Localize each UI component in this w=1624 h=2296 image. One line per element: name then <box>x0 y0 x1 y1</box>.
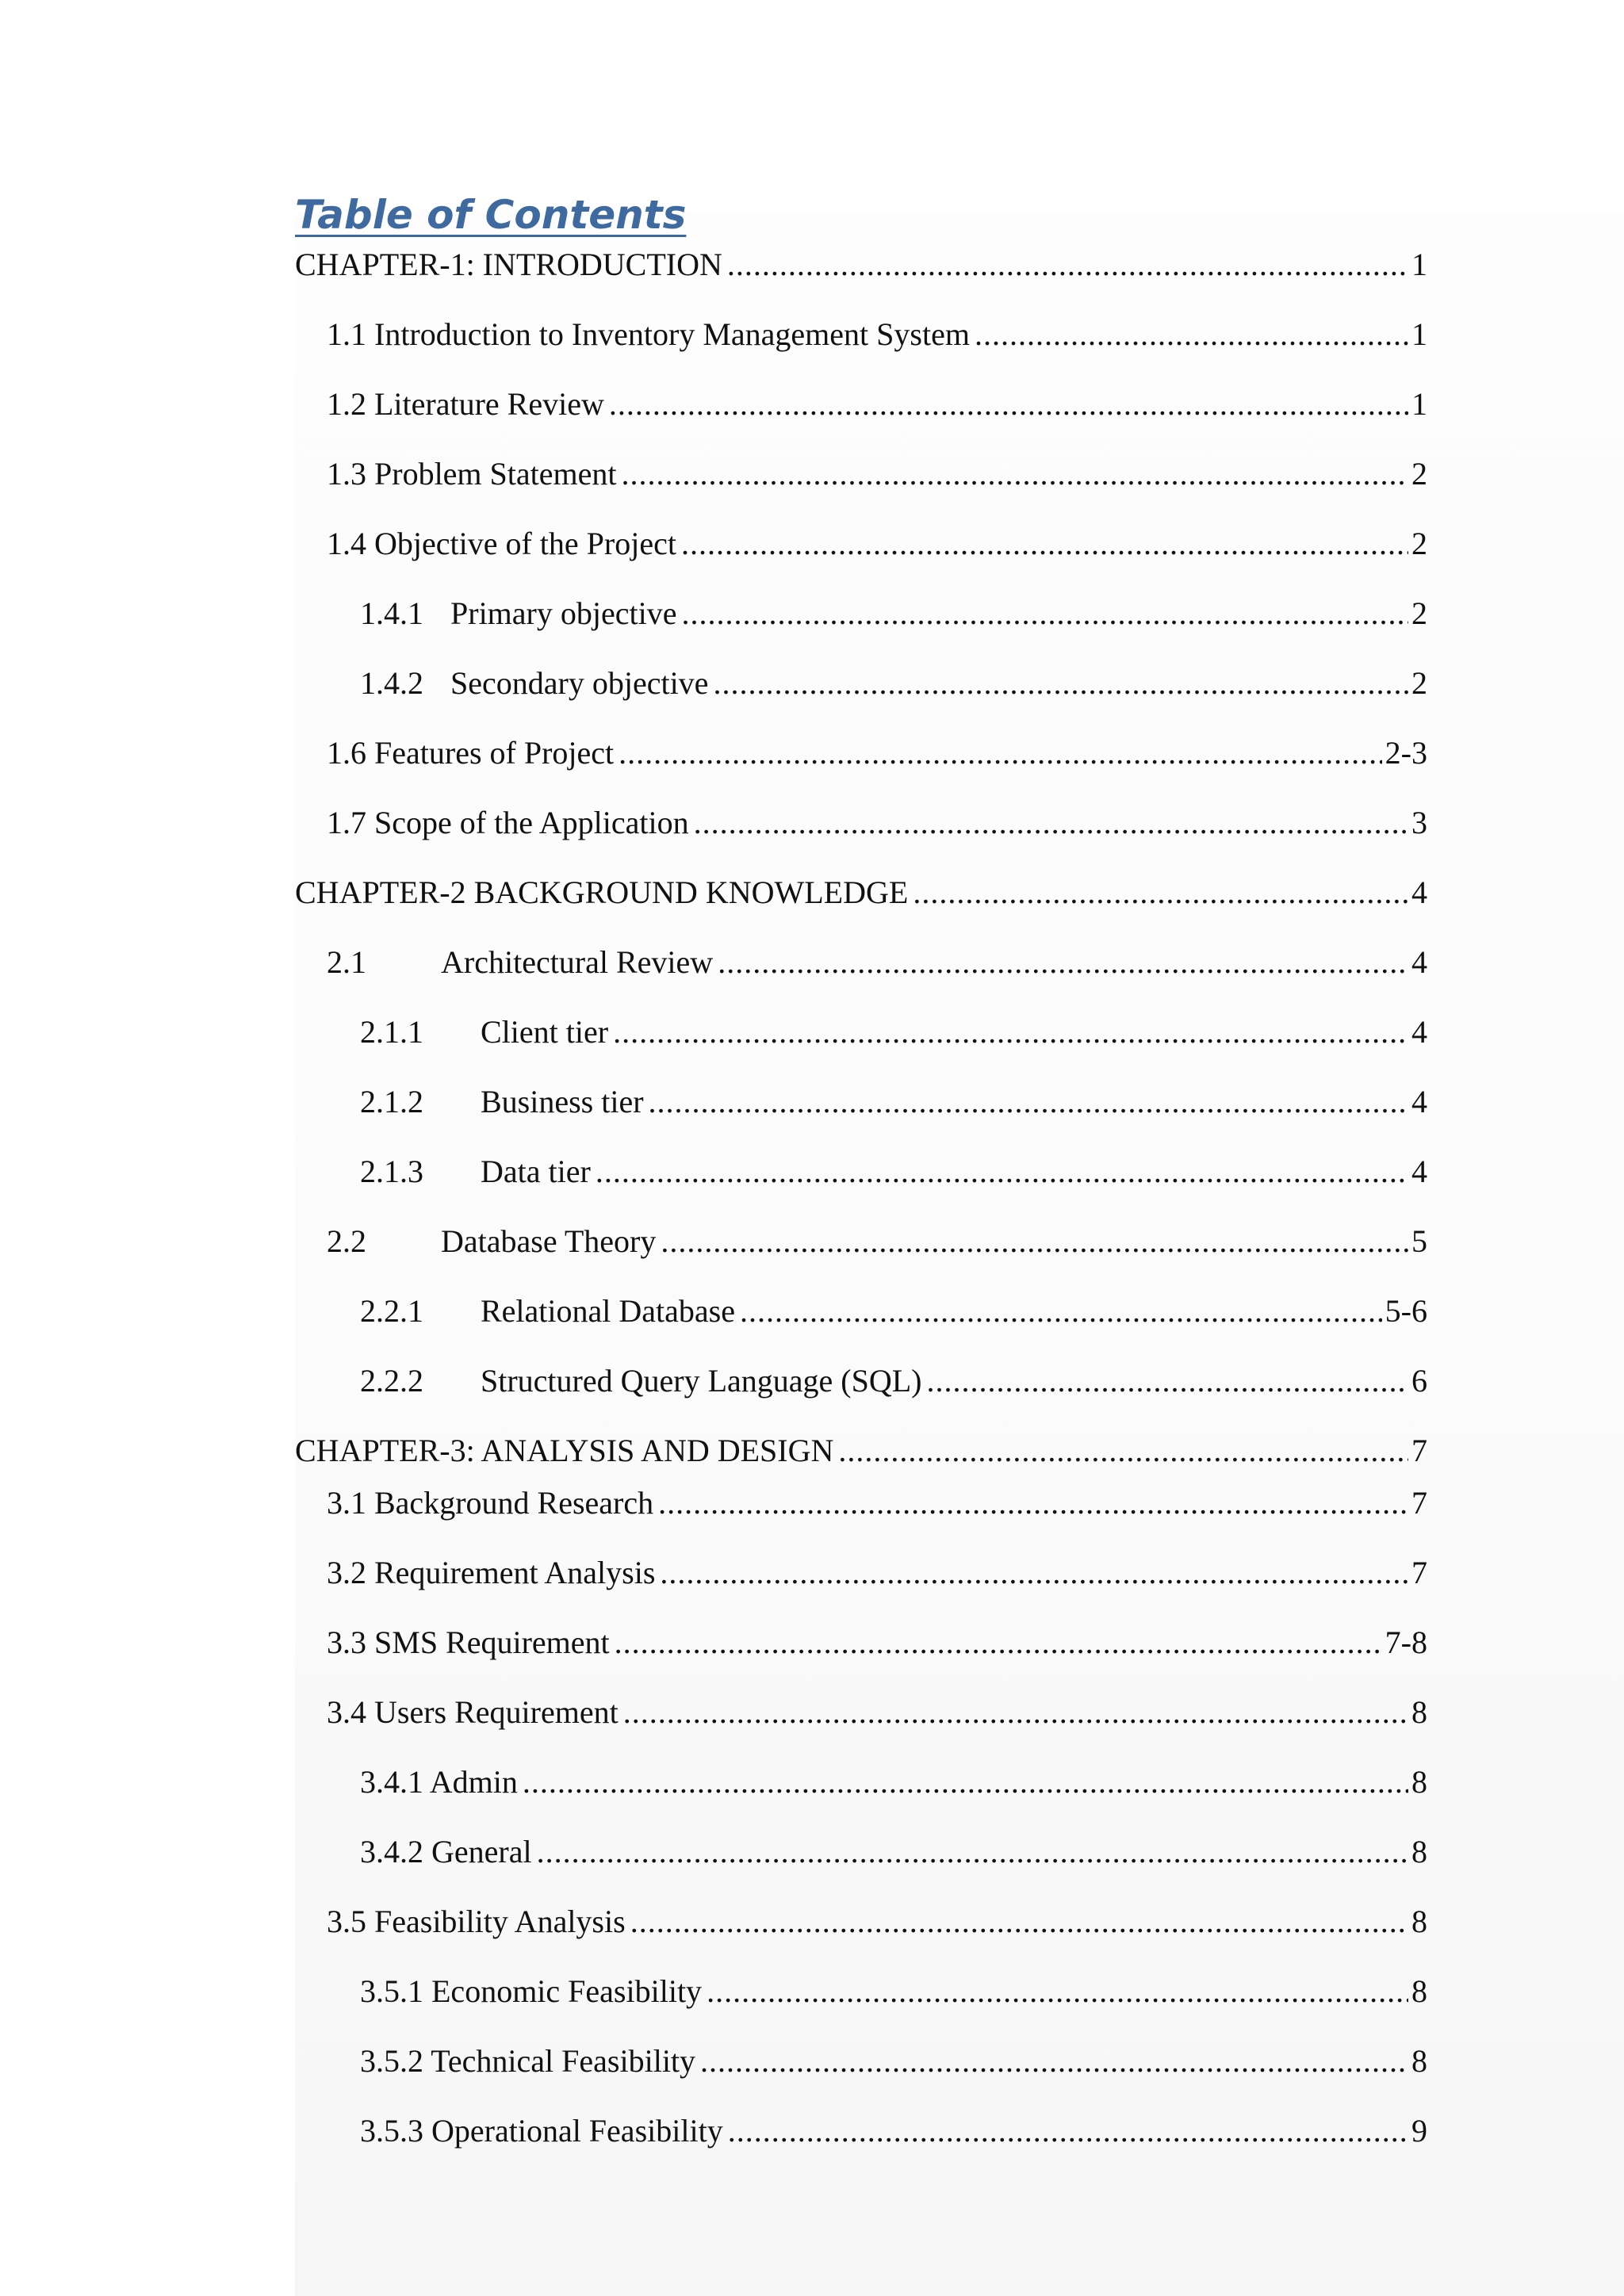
toc-entry-number: 1.4.2 <box>360 665 423 701</box>
toc-entry-label: 3.1 Background Research <box>327 1485 654 1521</box>
toc-entry-label: 3.5.2 Technical Feasibility <box>360 2043 696 2079</box>
toc-entry-label: 1.2 Literature Review <box>327 386 604 422</box>
toc-heading: Table of Contents <box>295 192 687 238</box>
toc-leader-dots <box>619 731 1382 775</box>
toc-page-number: 5-6 <box>1385 1293 1427 1329</box>
toc-leader-dots <box>713 661 1408 706</box>
toc-page-number: 8 <box>1411 1694 1427 1730</box>
toc-entry-label: CHAPTER-1: INTRODUCTION <box>295 247 722 282</box>
toc-entry-2-2-1[interactable] <box>360 1289 1427 1334</box>
toc-leader-dots <box>622 452 1408 496</box>
toc-entry-1-3[interactable] <box>327 452 1427 496</box>
toc-entry-3-5-2[interactable] <box>360 2039 1427 2084</box>
toc-entry-number: 2.2.1 <box>360 1293 423 1329</box>
toc-entry-2-2-2[interactable] <box>360 1359 1427 1403</box>
toc-page-number: 8 <box>1411 1973 1427 2009</box>
toc-page-number: 1 <box>1411 316 1427 352</box>
toc-leader-dots <box>740 1289 1382 1334</box>
toc-entry-label: Structured Query Language (SQL) <box>481 1363 922 1399</box>
toc-entry-number: 2.1.3 <box>360 1154 423 1189</box>
toc-page-number: 1 <box>1411 247 1427 282</box>
toc-entry-1-4-2[interactable] <box>360 661 1427 706</box>
toc-entry-label: 1.7 Scope of the Application <box>327 805 689 840</box>
toc-leader-dots <box>613 1010 1408 1054</box>
toc-entry-label: 3.2 Requirement Analysis <box>327 1555 656 1590</box>
toc-page-number: 4 <box>1411 1014 1427 1050</box>
toc-entry-1-1[interactable] <box>327 312 1427 357</box>
toc-page-number: 2 <box>1411 456 1427 492</box>
toc-entry-1-4[interactable] <box>327 522 1427 566</box>
toc-leader-dots <box>523 1760 1408 1804</box>
toc-entry-label: 1.4 Objective of the Project <box>327 526 676 561</box>
toc-entry-2-1-2[interactable] <box>360 1080 1427 1124</box>
toc-page-number: 7 <box>1411 1433 1427 1468</box>
toc-page-number: 5 <box>1411 1223 1427 1259</box>
toc-entry-number: 1.4.1 <box>360 595 423 631</box>
toc-page-number: 4 <box>1411 874 1427 910</box>
toc-page-number: 4 <box>1411 1154 1427 1189</box>
toc-entry-3-2[interactable] <box>327 1551 1427 1595</box>
toc-leader-dots <box>681 591 1408 636</box>
toc-entry-number: 2.2.2 <box>360 1363 423 1399</box>
toc-leader-dots <box>649 1080 1408 1124</box>
toc-page-number: 1 <box>1411 386 1427 422</box>
toc-leader-dots <box>728 2109 1408 2153</box>
toc-leader-dots <box>609 382 1408 427</box>
toc-page-number: 7-8 <box>1385 1624 1427 1660</box>
toc-entry-label: 3.4.2 General <box>360 1834 532 1869</box>
toc-page-number: 2 <box>1411 665 1427 701</box>
toc-leader-dots <box>658 1481 1408 1525</box>
toc-entry-2-1[interactable] <box>327 940 1427 985</box>
toc-entry-1-7[interactable] <box>327 801 1427 845</box>
toc-leader-dots <box>707 1969 1408 2014</box>
toc-entry-chapter-2[interactable] <box>295 871 1427 915</box>
toc-entry-3-1[interactable] <box>327 1481 1427 1525</box>
toc-entry-3-5-1[interactable] <box>360 1969 1427 2014</box>
toc-page-number: 2 <box>1411 595 1427 631</box>
toc-leader-dots <box>838 1429 1408 1473</box>
toc-entry-label: 3.5.3 Operational Feasibility <box>360 2113 723 2149</box>
toc-leader-dots <box>727 243 1408 287</box>
toc-page-number: 8 <box>1411 1834 1427 1869</box>
toc-entry-1-4-1[interactable] <box>360 591 1427 636</box>
toc-entry-1-2[interactable] <box>327 382 1427 427</box>
toc-entry-label: 3.5.1 Economic Feasibility <box>360 1973 703 2009</box>
toc-entry-number: 2.1.2 <box>360 1084 423 1119</box>
toc-page-number: 7 <box>1411 1485 1427 1521</box>
toc-entry-label: CHAPTER-3: ANALYSIS AND DESIGN <box>295 1433 834 1468</box>
toc-entry-3-5-3[interactable] <box>360 2109 1427 2153</box>
toc-entry-label: 3.4.1 Admin <box>360 1764 518 1800</box>
toc-leader-dots <box>718 940 1408 985</box>
toc-entry-2-1-3[interactable] <box>360 1150 1427 1194</box>
toc-leader-dots <box>630 1900 1408 1944</box>
toc-page-number: 3 <box>1411 805 1427 840</box>
toc-entry-label: 3.5 Feasibility Analysis <box>327 1904 626 1939</box>
toc-entry-number: 2.2 <box>327 1223 366 1259</box>
toc-entry-chapter-3[interactable] <box>295 1429 1427 1473</box>
toc-entry-1-6[interactable] <box>327 731 1427 775</box>
toc-leader-dots <box>681 522 1408 566</box>
toc-entry-2-1-1[interactable] <box>360 1010 1427 1054</box>
toc-leader-dots <box>694 801 1408 845</box>
toc-entry-label: Secondary objective <box>450 665 709 701</box>
toc-entry-label: 1.1 Introduction to Inventory Management System <box>327 316 970 352</box>
toc-entry-3-4-1[interactable] <box>360 1760 1427 1804</box>
toc-leader-dots <box>596 1150 1408 1194</box>
toc-page-number: 8 <box>1411 2043 1427 2079</box>
toc-entry-label: Primary objective <box>450 595 677 631</box>
toc-entry-label: 3.3 SMS Requirement <box>327 1624 610 1660</box>
toc-leader-dots <box>537 1830 1408 1874</box>
toc-entry-label: Database Theory <box>441 1223 657 1259</box>
toc-entry-3-5[interactable] <box>327 1900 1427 1944</box>
toc-entry-number: 2.1.1 <box>360 1014 423 1050</box>
toc-page-number: 7 <box>1411 1555 1427 1590</box>
toc-entry-label: Relational Database <box>481 1293 735 1329</box>
toc-entry-2-2[interactable] <box>327 1219 1427 1264</box>
toc-entry-label: CHAPTER-2 BACKGROUND KNOWLEDGE <box>295 874 909 910</box>
toc-entry-label: Business tier <box>481 1084 644 1119</box>
toc-page-number: 9 <box>1411 2113 1427 2149</box>
toc-page-number: 4 <box>1411 1084 1427 1119</box>
toc-entry-3-4[interactable] <box>327 1690 1427 1735</box>
toc-leader-dots <box>926 1359 1408 1403</box>
toc-leader-dots <box>975 312 1408 357</box>
toc-page-number: 6 <box>1411 1363 1427 1399</box>
toc-entry-label: 1.3 Problem Statement <box>327 456 617 492</box>
toc-entry-3-4-2[interactable] <box>360 1830 1427 1874</box>
toc-page-number: 2-3 <box>1385 735 1427 771</box>
toc-entry-label: Data tier <box>481 1154 591 1189</box>
toc-page-number: 2 <box>1411 526 1427 561</box>
toc-leader-dots <box>661 1219 1408 1264</box>
toc-entry-label: Client tier <box>481 1014 609 1050</box>
toc-entry-label: Architectural Review <box>441 944 714 980</box>
toc-page-number: 8 <box>1411 1904 1427 1939</box>
toc-entry-label: 3.4 Users Requirement <box>327 1694 619 1730</box>
toc-entry-label: 1.6 Features of Project <box>327 735 615 771</box>
toc-page-number: 4 <box>1411 944 1427 980</box>
toc-entry-3-3[interactable] <box>327 1621 1427 1665</box>
toc-leader-dots <box>623 1690 1408 1735</box>
toc-leader-dots <box>700 2039 1408 2084</box>
toc-leader-dots <box>615 1621 1382 1665</box>
toc-leader-dots <box>913 871 1408 915</box>
toc-entry-number: 2.1 <box>327 944 366 980</box>
toc-leader-dots <box>660 1551 1408 1595</box>
toc-entry-chapter-1[interactable] <box>295 243 1427 287</box>
toc-page-number: 8 <box>1411 1764 1427 1800</box>
